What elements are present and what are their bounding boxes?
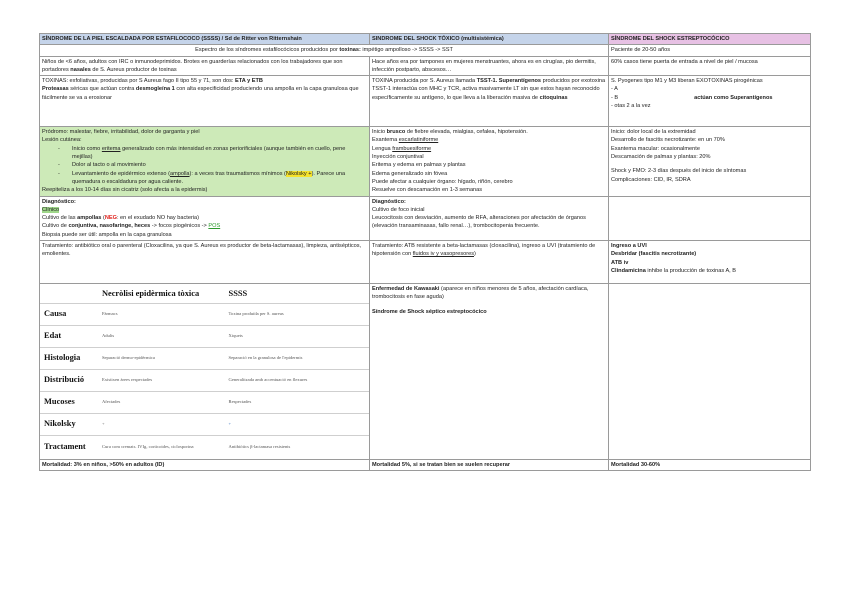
table-row: Histologia Separació dermo-epidèrmica Separació en la granulosa de l'epidermis (40, 347, 369, 369)
strep-empty-cell (609, 284, 811, 460)
strep-age-cell: Paciente de 20-50 años (609, 45, 811, 56)
clinical-highlight: Clínico (42, 206, 60, 213)
ssss-mortality-cell: Mortalidad: 3% en niños, >50% en adultos (ID) (40, 460, 370, 471)
comparison-table (39, 33, 811, 471)
document-page (39, 33, 810, 471)
ssss-treatment-cell: Tratamiento: antibiótico oral o parenteral (Cloxacilina, ya que S. Aureus es productor de beta-lactamasas), limpieza, antisépticos, emolientes. (40, 241, 370, 284)
lesion-list (64, 145, 367, 186)
header-ssss: SÍNDROME DE LA PIEL ESCALDADA POR ESTAFILOCOCO (SSSS) / Sd de Ritter von Ritternshain (40, 34, 370, 45)
table-row: Causa Fàrmacs Toxina produïda per S. aureus (40, 303, 369, 325)
strep-clinical-cell: Inicio: dolor local de la extremidad Desarrollo de fascitis necrotizante: en un 70% Exantema macular: ocasionalmente Descamación de palmas y plantas: 20% Shock y FMO: 2-3 días después del inicio de síntomas Complicaciones: CID, IR, SDRA (609, 127, 811, 196)
nikolsky-highlight: Nikolsky + (285, 170, 312, 177)
ssss-diagnosis-cell: Diagnóstico: Clínico Cultivo de las ampollas (NEG: en el exudado NO hay bacteria) Cultivo de conjuntiva, nasofaringe, heces -> focos piogénicos -> POS Biopsia puede ser útil: ampolla en la capa granulosa (40, 196, 370, 240)
inner-header-row (40, 285, 369, 303)
spectrum-row (40, 45, 811, 56)
table-row: Tractament Cura com cremats. IVIg, corticoides, ciclosporina Antibiòtics β-lactamasa resistents (44, 442, 291, 452)
spectrum-cell: Espectro de los síndromes estafilocócicos producidos por toxinas: impétigo ampolloso -> SSSS -> SST (40, 45, 609, 56)
table-row: Edat Adults Xiquets (40, 325, 369, 347)
list-item: - Inicio como eritema generalizado con más intensidad en zonas periorificiales (aunque también en cuello, pene mejillas) (64, 145, 367, 162)
tss-mortality-cell: Mortalidad 5%, si se tratan bien se suelen recuperar (370, 460, 609, 471)
strep-treatment-cell: Ingreso a UVI Desbridar (fascitis necrotizante) ATB iv Clindamicina inhibe la producción de toxinas A, B (609, 241, 811, 284)
tss-toxins-cell: TOXINA producida por S. Aureus llamada TSST-1. Superantígenos producidos por exotoxina TSST-1 interactúa con MHC y TCR, activa masivamente LT sin que estos hayan reconocido específicamente su antígeno, lo que lleva a la liberación masiva de citoquinas (370, 76, 609, 127)
inner-header-ten: Necròlisi epidèrmica tòxica (100, 285, 227, 303)
treatment-row (40, 241, 811, 284)
strep-mortality-cell: Mortalidad 30-60% (609, 460, 811, 471)
table-row: Nikolsky + + (40, 413, 369, 435)
tss-epi-cell: Hace años era por tampones en mujeres menstruantes, ahora es en cirugías, pio dermitis, infección postparto, abscesos… (370, 56, 609, 76)
table-row: Mucoses Afectades Respectades (40, 391, 369, 413)
epidemiology-row (40, 56, 811, 76)
strep-toxins-cell: S. Pyogenes tipo M1 y M3 liberan EXOTOXINAS pirogénicas - A - B actúan como Superantígenos - otas 2 a la vez (609, 76, 811, 127)
header-row (40, 34, 811, 45)
header-toxic-shock: SINDROME DEL SHOCK TÓXICO (multisistémica) (370, 34, 609, 45)
kawasaki-cell: Enfermedad de Kawasaki (aparece en niños menores de 5 años, afectación cardíaca, trombocitosis en fase aguda) Síndrome de Shock séptico estreptocócico (370, 284, 609, 460)
comparison-row (40, 284, 811, 460)
clinical-row (40, 127, 811, 196)
diagnosis-row (40, 196, 811, 240)
mortality-row (40, 460, 811, 471)
list-item: - Dolor al tacto o al movimiento (64, 161, 367, 169)
header-strep-shock: SÍNDROME DEL SHOCK ESTREPTOCÓCICO (609, 34, 811, 45)
ten-vs-ssss-cell (40, 284, 370, 460)
tss-diagnosis-cell: Diagnóstico: Cultivo de foco inicial Leucocitosis con desviación, aumento de RFA, alteraciones por afectación de órganos (elevación transaminasas, fallo renal…), trombocitopenia frecuente. (370, 196, 609, 240)
strep-epi-cell: 60% casos tiene puerta de entrada a nivel de piel / mucosa (609, 56, 811, 76)
tss-treatment-cell: Tratamiento: ATB resistente a beta-lactamasas (cloxacilina), ingreso a UVI (tratamiento de hipotensión con fluidos iv y vasopresores) (370, 241, 609, 284)
ssss-clinical-cell: Pródromo: malestar, fiebre, irritabilidad, dolor de garganta y piel Lesión cutánea: - Inicio como eritema generalizado con más intensidad en zonas periorificiales (aunque también en cuello, pene mejillas) - Dolor al tacto o al movimiento - Levantamiento de epidérmico extenso (ampolla): a veces tras traumatismos mínimos (Nikolsky +). Parece una quemadura o escaldadura por agua caliente. Reepiteliza a los 10-14 días sin cicatriz (solo afecta a la epidermis) (40, 127, 370, 196)
list-item: - Levantamiento de epidérmico extenso (ampolla): a veces tras traumatismos mínimos (Nikolsky +). Parece una quemadura o escaldadura por agua caliente. (64, 170, 367, 187)
toxins-row (40, 76, 811, 127)
strep-diagnosis-cell (609, 196, 811, 240)
inner-header-ssss: SSSS (227, 285, 369, 303)
ten-ssss-table (40, 285, 369, 459)
tss-clinical-cell: Inicio brusco de fiebre elevada, mialgias, cefalea, hipotensión. Exantema escarlatiniforme Lengua frambuesiforme Inyección conjuntival Eritema y edema en palmas y plantas Edema generalizado sin fóvea Puede afectar a cualquier órgano: hígado, riñón, cerebro Resuelve con descamación en 1-3 semanas (370, 127, 609, 196)
table-row: Distribució Existixen àrees respectades Generalitzada amb accentuació en flexures (40, 369, 369, 391)
ssss-epi-cell: Niños de <6 años, adultos con IRC o inmunodeprimidos. Brotes en guarderías relacionados con los trabajadores que son portadores nasales de S. Aureus productor de toxinas (40, 56, 370, 76)
ssss-toxins-cell: TOXINAS: exfoliativas, producidas por S Aureus fago II tipo 55 y 71, son dos: ETA y ETB Proteasas séricas que actúan contra desmogleína 1 con alta especificidad produciendo una ampolla en la capa granulosa que fácilmente se va a erosionar (40, 76, 370, 127)
